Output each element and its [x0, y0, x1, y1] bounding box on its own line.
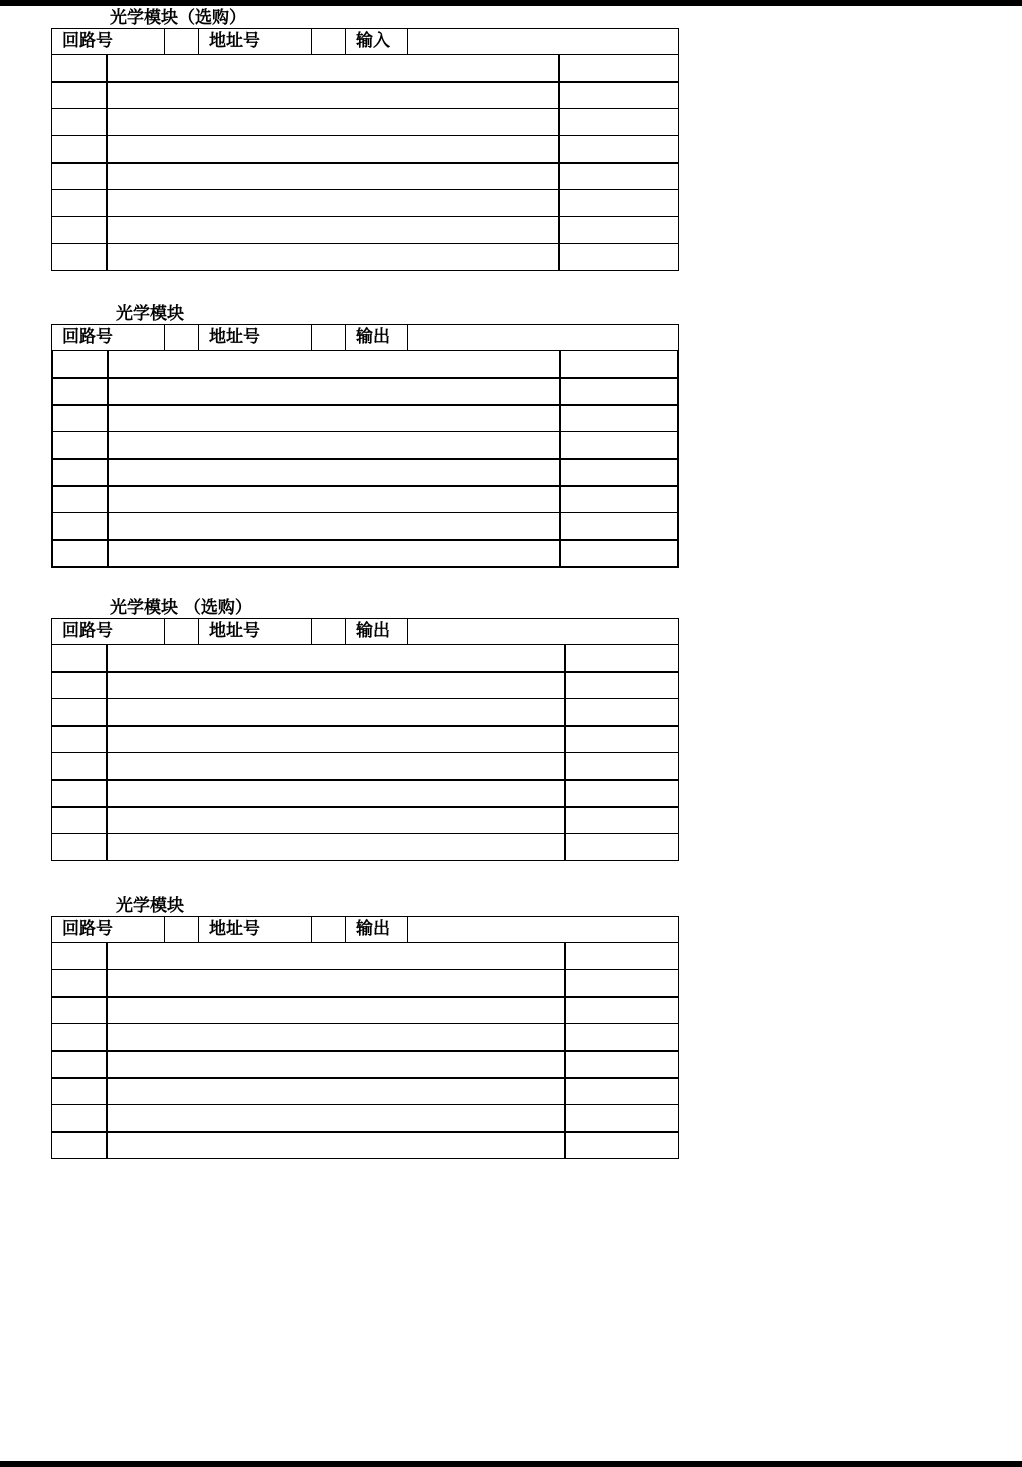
- row-description-cell[interactable]: [108, 1079, 566, 1104]
- section-title: 光学模块: [116, 304, 184, 324]
- row-value-cell[interactable]: [566, 834, 678, 860]
- row-number-cell[interactable]: [52, 673, 108, 698]
- section-title: 光学模块（选购）: [110, 8, 246, 28]
- row-value-cell[interactable]: [566, 943, 678, 969]
- row-description-cell[interactable]: [108, 943, 566, 969]
- row-number-cell[interactable]: [53, 487, 109, 512]
- row-value-cell[interactable]: [566, 1105, 678, 1131]
- row-description-cell[interactable]: [108, 808, 566, 833]
- table-row: [52, 216, 678, 243]
- row-description-cell[interactable]: [108, 970, 566, 996]
- row-description-cell[interactable]: [109, 460, 561, 485]
- row-number-cell[interactable]: [52, 645, 108, 671]
- table-row: [52, 752, 678, 779]
- loop-label: 回路号: [52, 619, 165, 644]
- address-value-field[interactable]: [312, 917, 346, 942]
- table-row: [52, 1131, 678, 1158]
- row-number-cell[interactable]: [53, 460, 109, 485]
- row-value-cell[interactable]: [560, 164, 678, 189]
- row-value-cell[interactable]: [566, 1052, 678, 1077]
- table-row: [52, 833, 678, 860]
- io-label: 输入: [346, 29, 408, 54]
- row-number-cell[interactable]: [52, 83, 108, 108]
- row-description-cell[interactable]: [108, 109, 560, 135]
- row-number-cell[interactable]: [52, 164, 108, 189]
- row-description-cell[interactable]: [109, 379, 561, 404]
- loop-value-field[interactable]: [165, 325, 199, 350]
- io-label: 输出: [346, 917, 408, 942]
- row-value-cell[interactable]: [566, 1079, 678, 1104]
- row-description-cell[interactable]: [108, 190, 560, 216]
- io-value-field[interactable]: [408, 917, 678, 942]
- table-row: [52, 645, 678, 671]
- table-row: [52, 806, 678, 833]
- table-row: [52, 725, 678, 752]
- row-value-cell[interactable]: [566, 673, 678, 698]
- table-header: [51, 28, 679, 55]
- row-number-cell[interactable]: [52, 1079, 108, 1104]
- row-description-cell[interactable]: [108, 645, 566, 671]
- bottom-rule: [0, 1461, 1022, 1467]
- row-value-cell[interactable]: [560, 55, 678, 81]
- row-number-cell[interactable]: [52, 781, 108, 806]
- row-number-cell[interactable]: [52, 699, 108, 725]
- row-description-cell[interactable]: [108, 55, 560, 81]
- table-row: [53, 539, 677, 566]
- table-row: [53, 485, 677, 512]
- row-number-cell[interactable]: [53, 406, 109, 431]
- row-description-cell[interactable]: [108, 727, 566, 752]
- table-row: [52, 698, 678, 725]
- row-number-cell[interactable]: [52, 1052, 108, 1077]
- table-row: [52, 671, 678, 698]
- row-description-cell[interactable]: [108, 136, 560, 162]
- table-row: [53, 351, 677, 377]
- table-row: [52, 189, 678, 216]
- table-row: [52, 1104, 678, 1131]
- table-row: [52, 81, 678, 108]
- module-table: [51, 28, 679, 271]
- loop-label: 回路号: [52, 917, 165, 942]
- row-value-cell[interactable]: [566, 699, 678, 725]
- row-description-cell[interactable]: [108, 673, 566, 698]
- row-number-cell[interactable]: [52, 808, 108, 833]
- io-value-field[interactable]: [408, 619, 678, 644]
- row-value-cell[interactable]: [560, 136, 678, 162]
- row-description-cell[interactable]: [108, 244, 560, 270]
- row-description-cell[interactable]: [109, 487, 561, 512]
- table-row: [52, 1023, 678, 1050]
- module-table: [51, 916, 679, 1159]
- row-value-cell[interactable]: [560, 83, 678, 108]
- table-body: [51, 645, 679, 861]
- loop-label: 回路号: [52, 325, 165, 350]
- section-title: 光学模块 （选购）: [110, 598, 252, 618]
- table-row: [53, 512, 677, 539]
- row-number-cell[interactable]: [53, 379, 109, 404]
- address-label: 地址号: [199, 619, 312, 644]
- row-number-cell[interactable]: [52, 136, 108, 162]
- row-value-cell[interactable]: [561, 432, 677, 458]
- row-description-cell[interactable]: [108, 781, 566, 806]
- row-number-cell[interactable]: [53, 541, 109, 566]
- io-label: 输出: [346, 325, 408, 350]
- row-value-cell[interactable]: [560, 109, 678, 135]
- row-number-cell[interactable]: [52, 970, 108, 996]
- row-description-cell[interactable]: [109, 406, 561, 431]
- row-number-cell[interactable]: [52, 834, 108, 860]
- row-value-cell[interactable]: [566, 781, 678, 806]
- table-row: [52, 969, 678, 996]
- top-rule: [0, 0, 1022, 6]
- row-number-cell[interactable]: [52, 998, 108, 1023]
- row-number-cell[interactable]: [52, 943, 108, 969]
- table-row: [52, 55, 678, 81]
- address-value-field[interactable]: [312, 619, 346, 644]
- section-title: 光学模块: [116, 896, 184, 916]
- row-number-cell[interactable]: [52, 109, 108, 135]
- row-number-cell[interactable]: [52, 753, 108, 779]
- row-description-cell[interactable]: [108, 1024, 566, 1050]
- io-value-field[interactable]: [408, 325, 678, 350]
- row-description-cell[interactable]: [108, 164, 560, 189]
- row-description-cell[interactable]: [108, 699, 566, 725]
- row-number-cell[interactable]: [52, 1105, 108, 1131]
- row-description-cell[interactable]: [108, 217, 560, 243]
- row-value-cell[interactable]: [566, 1133, 678, 1158]
- loop-value-field[interactable]: [165, 619, 199, 644]
- table-row: [52, 1077, 678, 1104]
- table-row: [52, 943, 678, 969]
- table-body: [51, 943, 679, 1159]
- row-value-cell[interactable]: [566, 998, 678, 1023]
- row-value-cell[interactable]: [561, 541, 677, 566]
- row-description-cell[interactable]: [109, 351, 561, 377]
- module-table: [51, 618, 679, 861]
- row-number-cell[interactable]: [52, 727, 108, 752]
- row-value-cell[interactable]: [566, 1024, 678, 1050]
- row-number-cell[interactable]: [53, 513, 109, 539]
- row-description-cell[interactable]: [109, 432, 561, 458]
- row-value-cell[interactable]: [560, 190, 678, 216]
- row-number-cell[interactable]: [53, 432, 109, 458]
- row-number-cell[interactable]: [53, 351, 109, 377]
- row-value-cell[interactable]: [566, 727, 678, 752]
- table-row: [53, 404, 677, 431]
- table-body: [51, 55, 679, 271]
- row-number-cell[interactable]: [52, 244, 108, 270]
- table-row: [52, 779, 678, 806]
- row-value-cell[interactable]: [561, 379, 677, 404]
- row-number-cell[interactable]: [52, 1133, 108, 1158]
- address-label: 地址号: [199, 325, 312, 350]
- address-value-field[interactable]: [312, 325, 346, 350]
- table-body: [51, 351, 679, 568]
- address-label: 地址号: [199, 29, 312, 54]
- row-number-cell[interactable]: [52, 190, 108, 216]
- table-header: [51, 324, 679, 351]
- loop-value-field[interactable]: [165, 29, 199, 54]
- module-table: [51, 324, 679, 568]
- row-description-cell[interactable]: [109, 513, 561, 539]
- row-description-cell[interactable]: [108, 753, 566, 779]
- row-value-cell[interactable]: [566, 808, 678, 833]
- table-header: [51, 618, 679, 645]
- io-value-field[interactable]: [408, 29, 678, 54]
- table-row: [52, 162, 678, 189]
- row-number-cell[interactable]: [52, 1024, 108, 1050]
- table-row: [53, 431, 677, 458]
- table-header: [51, 916, 679, 943]
- io-label: 输出: [346, 619, 408, 644]
- table-row: [52, 1050, 678, 1077]
- table-row: [52, 135, 678, 162]
- table-row: [53, 458, 677, 485]
- row-number-cell[interactable]: [52, 217, 108, 243]
- row-description-cell[interactable]: [108, 1133, 566, 1158]
- loop-label: 回路号: [52, 29, 165, 54]
- row-description-cell[interactable]: [108, 83, 560, 108]
- address-label: 地址号: [199, 917, 312, 942]
- row-value-cell[interactable]: [561, 513, 677, 539]
- row-value-cell[interactable]: [561, 406, 677, 431]
- row-value-cell[interactable]: [566, 970, 678, 996]
- row-value-cell[interactable]: [566, 645, 678, 671]
- row-description-cell[interactable]: [108, 998, 566, 1023]
- row-description-cell[interactable]: [108, 1105, 566, 1131]
- row-number-cell[interactable]: [52, 55, 108, 81]
- row-value-cell[interactable]: [561, 487, 677, 512]
- row-description-cell[interactable]: [108, 1052, 566, 1077]
- row-value-cell[interactable]: [561, 351, 677, 377]
- row-value-cell[interactable]: [560, 217, 678, 243]
- table-row: [52, 996, 678, 1023]
- address-value-field[interactable]: [312, 29, 346, 54]
- row-description-cell[interactable]: [108, 834, 566, 860]
- table-row: [52, 108, 678, 135]
- row-value-cell[interactable]: [566, 753, 678, 779]
- table-row: [53, 377, 677, 404]
- table-row: [52, 243, 678, 270]
- row-value-cell[interactable]: [561, 460, 677, 485]
- row-value-cell[interactable]: [560, 244, 678, 270]
- loop-value-field[interactable]: [165, 917, 199, 942]
- row-description-cell[interactable]: [109, 541, 561, 566]
